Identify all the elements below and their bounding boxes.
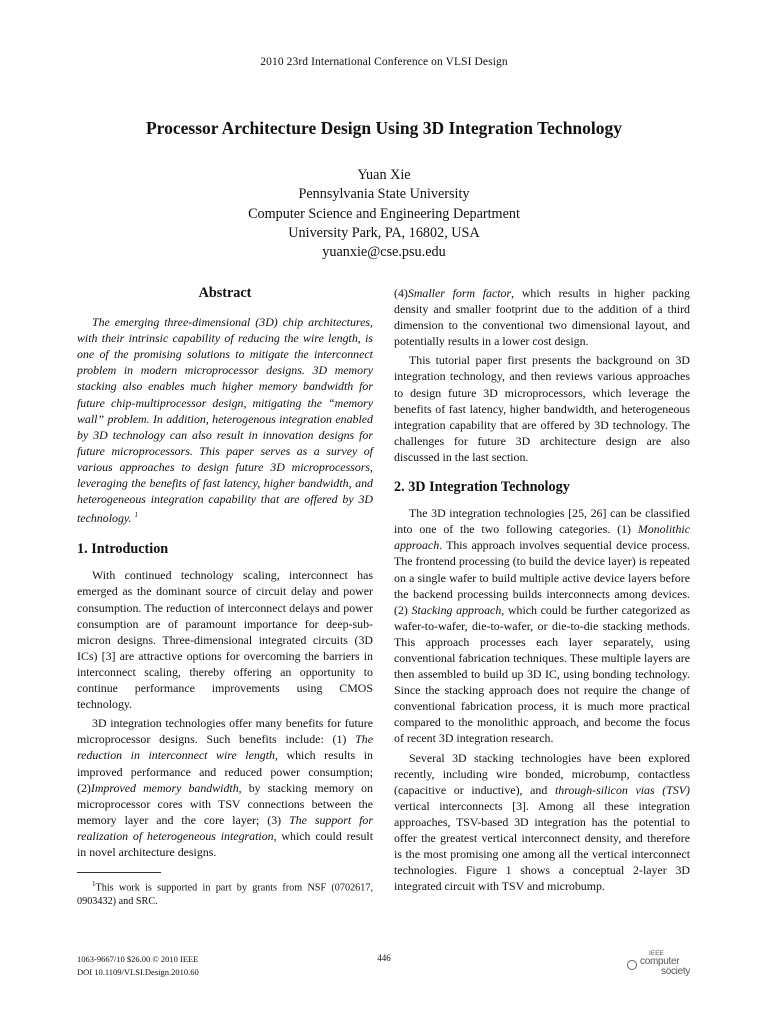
footnote-divider — [77, 872, 161, 873]
logo-computer-text: computer — [640, 956, 680, 967]
footer-doi: DOI 10.1109/VLSI.Design.2010.60 — [77, 967, 199, 977]
author-block — [0, 166, 768, 262]
right-paragraph-1 — [394, 285, 690, 349]
sec2-p2-emph: through-silicon vias (TSV) — [554, 782, 690, 797]
author-email: yuanxie@cse.psu.edu — [322, 244, 446, 261]
right-p1-text: (4) — [394, 286, 408, 300]
sec2-p1-emph-1: Monolithic approach — [394, 522, 690, 553]
abstract-footnote-mark: 1 — [134, 511, 138, 520]
abstract-text — [77, 314, 373, 526]
left-column — [77, 285, 373, 908]
author-affiliation: Pennsylvania State University — [298, 186, 470, 203]
intro-p2-emph-3: The support for realization of heterogeneous integration — [77, 812, 373, 843]
footnote-text: This work is supported in part by grants from NSF (0702617, 0903432) and SRC. — [77, 882, 373, 907]
abstract-heading: Abstract — [198, 285, 252, 301]
sec2-p2-text: Several 3D stacking technologies have been explored recently, including wire bonded, microbump, contactless (capacitive or inductive), and — [394, 750, 690, 797]
intro-paragraph-2 — [77, 715, 373, 860]
footnote — [77, 878, 373, 908]
section-2-paragraph-1 — [394, 505, 690, 746]
intro-p2-text: , by stacking memory on microprocessor cores with TSV connections between the memory layer and the core layer; (3) — [77, 780, 373, 827]
right-column — [394, 285, 690, 894]
intro-p2-emph-1: The reduction in interconnect wire length — [77, 732, 373, 763]
intro-p2-emph-2: Improved memory bandwidth — [90, 780, 239, 795]
section-2-heading: 2. 3D Integration Technology — [394, 479, 570, 496]
section-2-paragraph-2 — [394, 750, 690, 895]
page-number: 446 — [377, 953, 391, 963]
intro-p2-text: 3D integration technologies offer many benefits for future microprocessor designs. Such benefits include: (1) — [77, 716, 373, 747]
logo-society-text: society — [661, 966, 691, 977]
sec2-p2-text: vertical interconnects [3]. Among all these integration approaches, TSV-based 3D integration has the potential to offer the greatest vertical interconnect density, and therefore is the most promising one among all the vertical interconnect technologies. Figure 1 shows a conceptual 2-layer 3D integrated circuit with TSV and microbump. — [394, 798, 690, 894]
conference-header: 2010 23rd International Conference on VLSI Design — [260, 56, 508, 68]
sec2-p1-emph-2: Stacking approach — [411, 602, 502, 617]
ieee-computer-society-logo — [627, 950, 697, 980]
author-location: University Park, PA, 16802, USA — [288, 224, 480, 241]
abstract-body: The emerging three-dimensional (3D) chip architectures, with their intrinsic capability of reducing the wire length, is one of the promising solutions to mitigate the interconnect problem in modern microprocessor designs. 3D memory stacking also enables much higher memory bandwidth for future chip-multiprocessor design, mitigating the “memory wall” problem. In addition, heterogenous integration enabled by 3D technology can also result in innovation designs for future microprocessors. This paper serves as a survey of various approaches to design future 3D microprocessors, leveraging the benefits of fast latency, higher bandwidth, and heterogeneous integration capability that are offered by 3D technology. — [77, 315, 373, 526]
sec2-p1-text: , which could be further categorized as wafer-to-wafer, die-to-wafer, or die-to-die stacking methods. This approach processes each layer separately, using conventional fabrication techniques. These multiple layers are then assembled to build up 3D IC, using bonding technology. Since the stacking approach does not require the change of conventional fabrication process, it is much more practical compared to the monolithic approach, and become the focus of recent 3D integration research. — [394, 602, 690, 746]
footnote-mark: 1 — [92, 880, 96, 889]
gear-icon — [627, 960, 637, 970]
sec2-p1-text: The 3D integration technologies [25, 26] can be classified into one of the two following categories. (1) — [394, 506, 690, 537]
intro-paragraph-1: With continued technology scaling, interconnect has emerged as the dominant source of circuit delay and power consumption. The reduction of interconnect delays and power consumption are of paramount importance for deep-sub-micron designs. Three-dimensional integrated circuits (3D ICs) [3] are attractive options for overcoming the barriers in interconnect scaling, thereby offering an opportunity to continue performance improvements using CMOS technology. — [77, 568, 373, 712]
right-p1-emph: Smaller form factor — [407, 286, 512, 300]
author-name: Yuan Xie — [357, 167, 411, 183]
intro-p2-text: , which results in improved performance and reduced power consumption; (2) — [77, 748, 373, 795]
right-paragraph-2: This tutorial paper first presents the background on 3D integration technology, and then reviews various approaches to design future 3D microprocessors, which leverage the benefits of fast latency, higher bandwidth, and heterogeneous integration capability that are offered by 3D technology. The challenges for future 3D architecture design are also discussed in the last section. — [394, 353, 690, 464]
author-department: Computer Science and Engineering Department — [248, 205, 520, 222]
logo-ieee-text: IEEE — [649, 950, 664, 957]
intro-heading: 1. Introduction — [77, 541, 169, 558]
paper-title: Processor Architecture Design Using 3D Integration Technology — [145, 118, 623, 138]
footer-issn: 1063-9667/10 $26.00 © 2010 IEEE — [77, 954, 199, 964]
intro-p2-text: , which could result in novel architecture designs. — [77, 828, 373, 859]
right-p1-text: , which results in higher packing density and smaller footprint due to the addition of a third dimension to the conventional two dimensional layout, and potentially results in a lower cost design. — [394, 286, 690, 349]
sec2-p1-text: . This approach involves sequential device process. The frontend processing (to build the device layer) is repeated on a single wafer to build multiple active device layers before the backend processing builds interconnects among devices. (2) — [394, 538, 690, 617]
